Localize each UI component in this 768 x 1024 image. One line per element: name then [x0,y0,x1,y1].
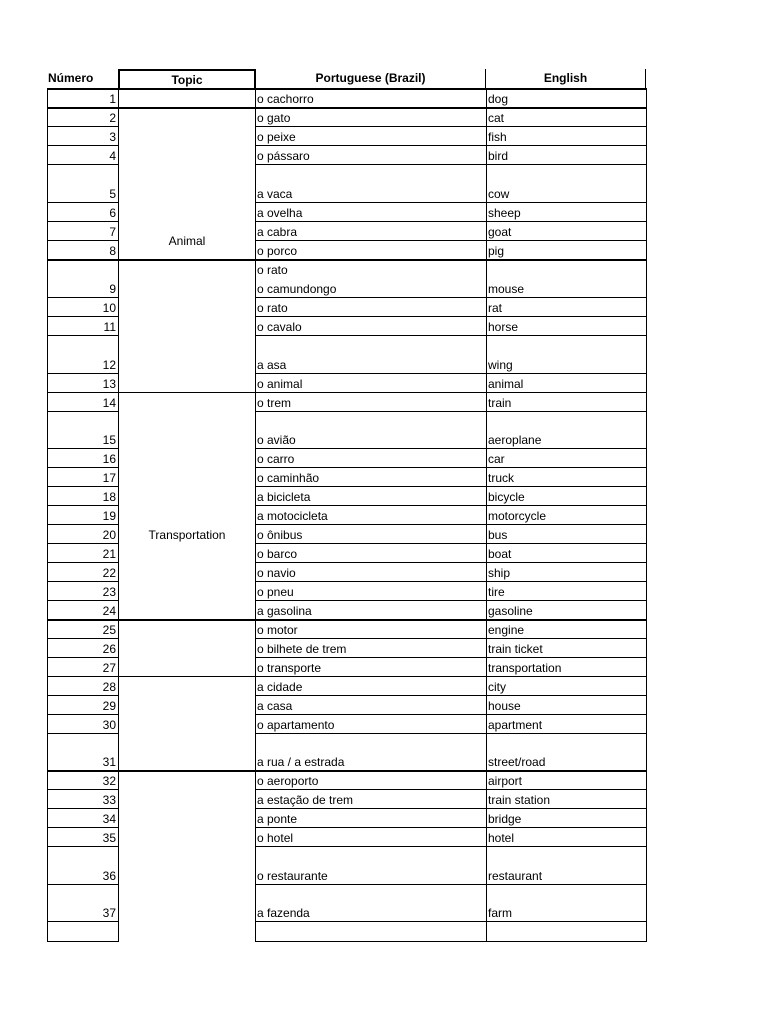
row-number: 16 [47,449,119,468]
english-cell: gasoline [486,601,647,620]
row-number: 4 [47,146,119,165]
row-number: 11 [47,317,119,336]
row-number: 23 [47,582,119,601]
portuguese-cell: o barco [255,544,486,563]
row-number: 22 [47,563,119,582]
row-number: 2 [47,108,119,127]
english-cell: dog [486,89,647,108]
portuguese-cell: o apartamento [255,715,486,734]
row-number: 35 [47,828,119,847]
header-numero: Número [48,71,94,85]
english-cell: train station [486,790,647,809]
portuguese-cell: o aeroporto [255,771,486,790]
portuguese-cell: a ovelha [255,203,486,222]
portuguese-cell: o bilhete de trem [255,639,486,658]
row-number: 28 [47,677,119,696]
english-cell: boat [486,544,647,563]
portuguese-cell: a bicicleta [255,487,486,506]
portuguese-cell: o carro [255,449,486,468]
english-cell: ship [486,563,647,582]
row-number: 10 [47,298,119,317]
row-number: 37 [47,885,119,922]
english-cell: car [486,449,647,468]
english-cell: restaurant [486,847,647,885]
row-number: 8 [47,241,119,260]
portuguese-cell: a motocicleta [255,506,486,525]
portuguese-cell: a estação de trem [255,790,486,809]
english-cell: bird [486,146,647,165]
english-cell: horse [486,317,647,336]
english-cell: wing [486,336,647,374]
english-cell: aeroplane [486,412,647,449]
row-number: 5 [47,165,119,203]
row-number: 15 [47,412,119,449]
row-number: 18 [47,487,119,506]
row-number: 21 [47,544,119,563]
portuguese-cell: a cabra [255,222,486,241]
header-portuguese: Portuguese (Brazil) [256,69,486,88]
english-cell: transportation [486,658,647,677]
english-cell: tire [486,582,647,601]
english-cell: farm [486,885,647,922]
portuguese-cell: a ponte [255,809,486,828]
row-number: 7 [47,222,119,241]
english-cell: engine [486,620,647,639]
english-cell: rat [486,298,647,317]
row-number: 34 [47,809,119,828]
english-cell: motorcycle [486,506,647,525]
portuguese-cell: o gato [255,108,486,127]
portuguese-cell: o caminhão [255,468,486,487]
english-cell: sheep [486,203,647,222]
portuguese-cell: o avião [255,412,486,449]
row-number: 29 [47,696,119,715]
row-number: 20 [47,525,119,544]
portuguese-cell: o transporte [255,658,486,677]
portuguese-cell: o trem [255,393,486,412]
english-cell: apartment [486,715,647,734]
portuguese-cell: o animal [255,374,486,393]
english-cell: cow [486,165,647,203]
row-number: 24 [47,601,119,620]
topic-cell-places [118,677,256,942]
row-number: 30 [47,715,119,734]
english-cell: house [486,696,647,715]
row-number: 27 [47,658,119,677]
english-cell [486,922,647,942]
english-cell: truck [486,468,647,487]
row-number: 14 [47,393,119,412]
english-cell: airport [486,771,647,790]
topic-cell-transportation: Transportation [118,393,256,677]
english-cell: bus [486,525,647,544]
portuguese-cell: o navio [255,563,486,582]
portuguese-cell: o rato [255,298,486,317]
portuguese-cell: o hotel [255,828,486,847]
english-cell: cat [486,108,647,127]
english-cell: pig [486,241,647,260]
row-number: 9 [47,260,119,298]
portuguese-alt: o rato [257,263,288,277]
portuguese-cell: a cidade [255,677,486,696]
row-number: 31 [47,734,119,771]
portuguese-cell: o cavalo [255,317,486,336]
portuguese-cell: a fazenda [255,885,486,922]
portuguese-cell: o ônibus [255,525,486,544]
row-number: 1 [47,89,119,108]
english-cell: animal [486,374,647,393]
row-number: 19 [47,506,119,525]
portuguese-cell: o peixe [255,127,486,146]
english-cell: hotel [486,828,647,847]
row-number: 13 [47,374,119,393]
row-number: 25 [47,620,119,639]
portuguese-cell: o motor [255,620,486,639]
portuguese-cell: a asa [255,336,486,374]
header-english: English [486,69,646,88]
english-cell: train ticket [486,639,647,658]
row-number: 3 [47,127,119,146]
header-topic: Topic [118,69,256,88]
english-cell: goat [486,222,647,241]
english-cell: street/road [486,734,647,771]
portuguese-cell: a gasolina [255,601,486,620]
english-cell: bridge [486,809,647,828]
portuguese-cell: o rato o camundongo [255,260,486,298]
portuguese-cell: o pneu [255,582,486,601]
english-cell: train [486,393,647,412]
row-number: 17 [47,468,119,487]
portuguese-cell: a vaca [255,165,486,203]
row-number: 33 [47,790,119,809]
portuguese-cell: a rua / a estrada [255,734,486,771]
portuguese-cell: o porco [255,241,486,260]
row-number: 6 [47,203,119,222]
portuguese-cell: o restaurante [255,847,486,885]
english-cell: fish [486,127,647,146]
portuguese-cell: o pássaro [255,146,486,165]
row-number: 12 [47,336,119,374]
row-number: 32 [47,771,119,790]
portuguese-cell: a casa [255,696,486,715]
portuguese-cell [255,922,486,942]
row-number: 26 [47,639,119,658]
row-number [47,922,119,942]
english-cell: bicycle [486,487,647,506]
english-cell: mouse [486,260,647,298]
portuguese-cell: o cachorro [255,89,486,108]
topic-cell-animal: Animal [118,89,256,393]
row-number: 36 [47,847,119,885]
english-cell: city [486,677,647,696]
